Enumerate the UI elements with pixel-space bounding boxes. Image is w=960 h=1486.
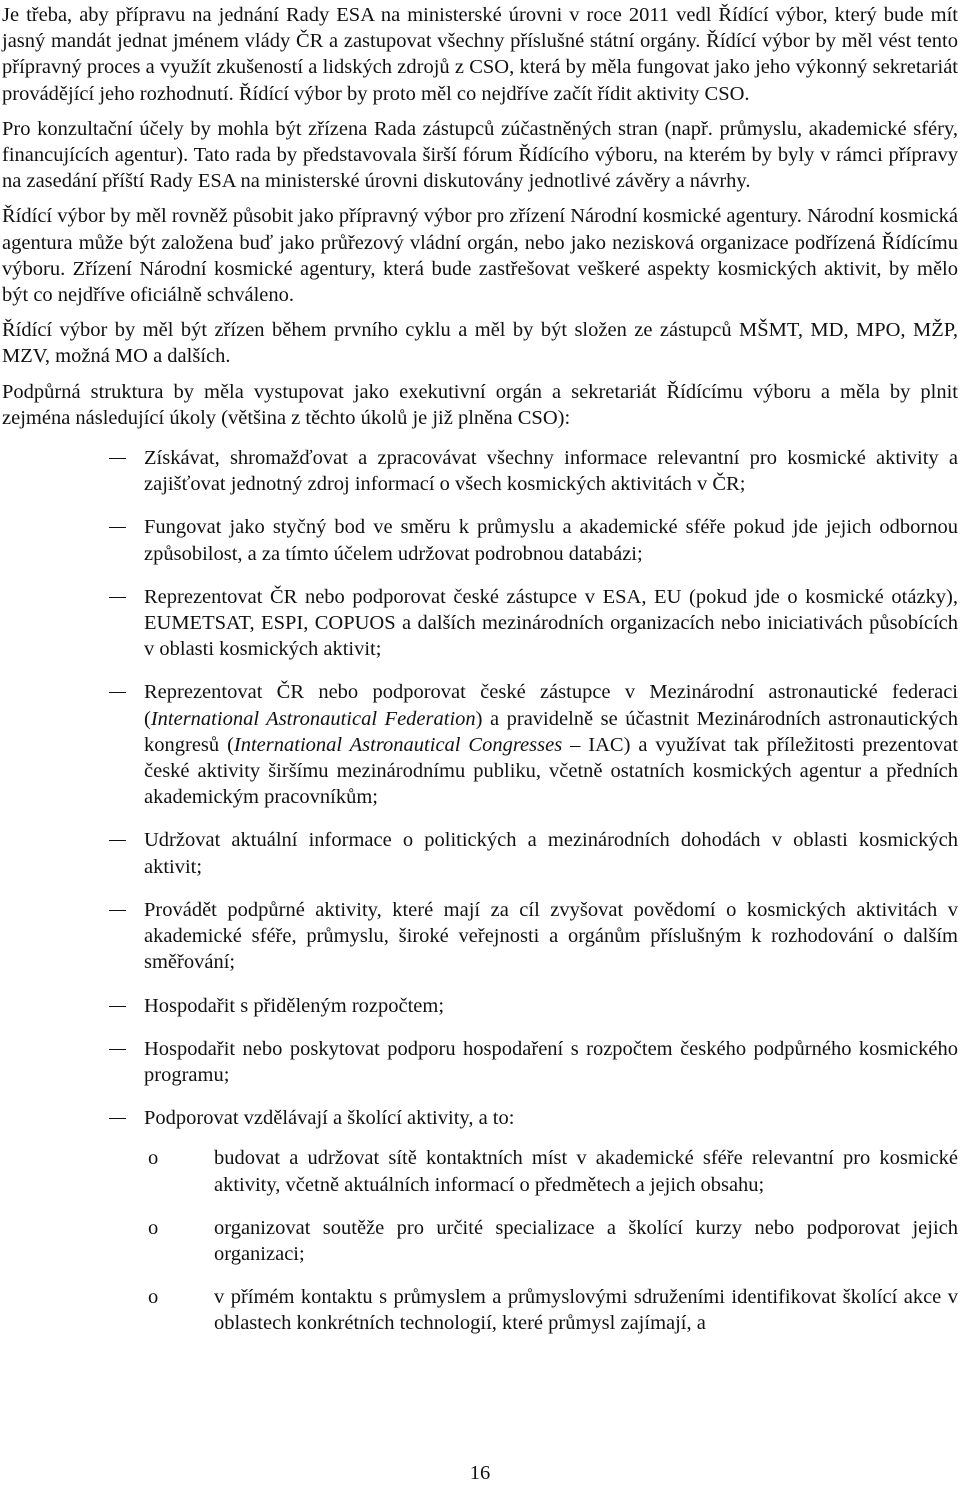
list-item-education xyxy=(2,1105,958,1336)
paragraph-steering-committee: Je třeba, aby přípravu na jednání Rady ESA na ministerské úrovni v roce 2011 vedl Řídící výbor, který bude mít jasný mandát jednat jménem vlády ČR a zastupovat všechny příslušné státní orgány. Řídící výbor by měl vést tento přípravný proces a využít zkušeností a lidských zdrojů z CSO, která by měla fungovat jako jeho výkonný sekretariát provádějící jeho rozhodnutí. Řídící výbor by proto měl co nejdříve začít řídit aktivity CSO. xyxy=(2,4,958,105)
list-item-text: – IAC) a využívat tak příležitosti prezentovat české aktivity širšímu mezinárodnímu publiku, včetně ostatních kosmických agentur a předních akademickým pracovníkům; xyxy=(144,733,959,809)
list-item: Fungovat jako styčný bod ve směru k průmyslu a akademické sféře pokud jde jejich odbornou způsobilost, a za tímto účelem udržovat podrobnou databázi; xyxy=(2,514,958,566)
italic-term: International Astronautical Congresses xyxy=(233,733,563,756)
list-item-text: Reprezentovat ČR nebo podporovat české zástupce v Mezinárodní astronautické federaci ( xyxy=(144,681,958,730)
italic-term: International Astronautical Federation xyxy=(150,707,476,730)
sub-list-item: o budovat a udržovat sítě kontaktních míst v akademické sféře relevantní pro kosmické aktivity, včetně aktuálních informací o předmětech a jejich obsahu; xyxy=(144,1145,958,1197)
paragraph-space-agency: Řídící výbor by měl rovněž působit jako přípravný výbor pro zřízení Národní kosmické agentury. Národní kosmická agentura může být založena buď jako průřezový vládní orgán, nebo jako nezisková organizace podřízená Řídícímu výboru. Zřízení Národní kosmické agentury, která bude zastřešovat veškeré aspekty kosmických aktivit, by mělo být co nejdříve oficiálně schváleno. xyxy=(2,205,958,307)
list-item-iaf xyxy=(2,679,958,810)
list-item: Hospodařit s přiděleným rozpočtem; xyxy=(2,993,958,1019)
list-item: Udržovat aktuální informace o politických a mezinárodních dohodách v oblasti kosmických aktivit; xyxy=(2,827,958,879)
paragraph-support-structure: Podpůrná struktura by měla vystupovat jako exekutivní orgán a sekretariát Řídícímu výboru a měla by plnit zejména následující úkoly (většina z těchto úkolů je již plněna CSO): xyxy=(2,380,958,429)
task-list xyxy=(2,445,958,1336)
list-item: Hospodařit nebo poskytovat podporu hospodaření s rozpočtem českého podpůrného kosmického programu; xyxy=(2,1036,958,1088)
paragraph-committee-composition: Řídící výbor by měl být zřízen během prvního cyklu a měl by být složen ze zástupců MŠMT, MD, MPO, MŽP, MZV, možná MO a dalších. xyxy=(2,319,958,368)
list-item-text: ) a pravidelně se účastnit Mezinárodních astronautických kongresů ( xyxy=(144,707,958,756)
list-item: Provádět podpůrné aktivity, které mají za cíl zvyšovat povědomí o kosmických aktivitách v akademické sféře, průmyslu, široké veřejnosti a orgánům příslušným k rozhodování o dalším směřování; xyxy=(2,897,958,976)
paragraph-stakeholder-council: Pro konzultační účely by mohla být zřízena Rada zástupců zúčastněných stran (např. průmyslu, akademické sféry, financujících agentur). Tato rada by představovala širší fórum Řídícího výboru, na kterém by byly v rámci přípravy na zasedání příští Rady ESA na ministerské úrovni diskutovány jednotlivé závěry a návrhy. xyxy=(2,117,958,193)
list-item: Získávat, shromažďovat a zpracovávat všechny informace relevantní pro kosmické aktivity a zajišťovat jednotný zdroj informací o všech kosmických aktivitách v ČR; xyxy=(2,445,958,497)
subtask-list xyxy=(144,1145,958,1336)
list-item: Reprezentovat ČR nebo podporovat české zástupce v ESA, EU (pokud jde o kosmické otázky), EUMETSAT, ESPI, COPUOS a dalších mezinárodních organizacích nebo iniciativách působících v oblasti kosmických aktivit; xyxy=(2,584,958,663)
sub-list-item: o organizovat soutěže pro určité specializace a školící kurzy nebo podporovat jejich organizaci; xyxy=(144,1215,958,1267)
list-item-text: Podporovat vzdělávají a školící aktivity, a to: xyxy=(144,1107,515,1130)
sub-list-item: o v přímém kontaktu s průmyslem a průmyslovými sdruženími identifikovat školící akce v oblastech konkrétních technologií, které průmysl zajímají, a xyxy=(144,1284,958,1336)
page-number: 16 xyxy=(469,1462,491,1484)
